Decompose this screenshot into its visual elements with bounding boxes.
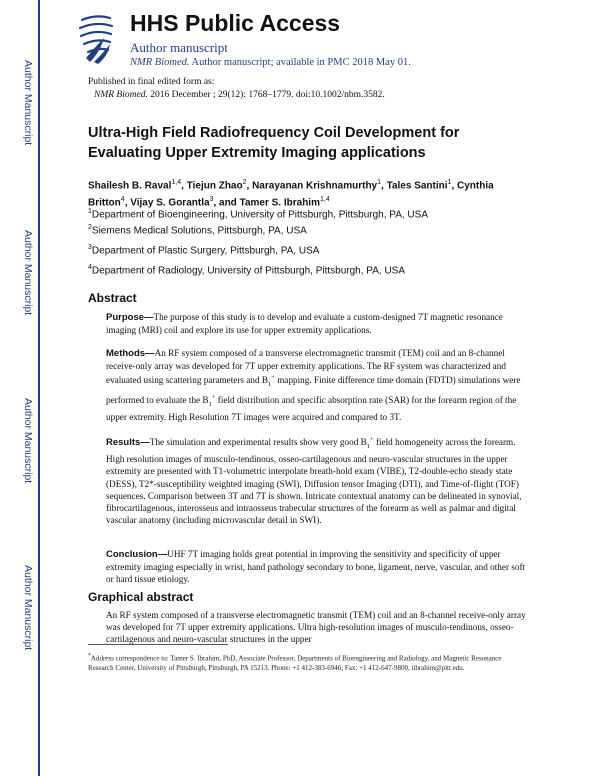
- purpose-label: Purpose—: [106, 312, 154, 323]
- correspondence-footnote: *Address correspondence to: Tamer S. Ibrahim, PhD, Associate Professor, Departments of Bioengineering and Radiology, and Magnetic Resonance Research Center, University of Pittsburgh, Pittsburgh, PA 15213. Phone: +1 412-383-6946; Fax: +1 412-647-9800, tibrahim@pitt.edu.: [88, 653, 502, 672]
- author-separator: ,: [246, 180, 253, 192]
- author-name: Narayanan Krishnamurthy: [252, 180, 378, 192]
- published-line: Published in final edited form as:: [88, 77, 215, 87]
- author-list: [88, 176, 528, 211]
- publication-info: [88, 76, 385, 102]
- graphical-abstract-heading: Graphical abstract: [88, 590, 194, 604]
- abstract-conclusion: Conclusion—UHF 7T imaging holds great potential in improving the sensitivity and specificity of upper extremity imaging especially in wrist, hand pathology secondary to bone, ligament, nerve, vascular, and other soft or hard tissue etiology.: [106, 549, 526, 585]
- author-separator: , and: [213, 197, 240, 209]
- affiliation-2: $^2$Siemens Medical Solutions, Pittsburgh, PA, USA: [88, 224, 307, 237]
- author-name: Tamer S. Ibrahim: [239, 197, 320, 209]
- author-separator: ,: [451, 180, 458, 192]
- hhs-eagle-logo-icon: [74, 10, 120, 68]
- methods-label: Methods—: [106, 348, 155, 359]
- author-name: Shailesh B. Raval: [88, 180, 172, 192]
- citation-line: [88, 89, 385, 102]
- abstract-purpose: Purpose—The purpose of this study is to develop and evaluate a custom-designed 7T magnetic resonance imaging (MRI) coil and explore its use for upper extremity applications.: [106, 312, 503, 336]
- abstract-results: Results—The simulation and experimental results show very good $B_1^+$ field homogeneity across the forearm. High resolution images of musculo-tendinous, osseo-cartilagenous and neuro-vascular structures in the upper extremity are presented with T1-volumetric interpolate breath-hold exam (VIBE), T2-double-echo steady state (DESS), T2*-susceptibility weighted imaging (SWI), Diffusion tensor Imaging (DTI), and Time-of-flight (TOF) sequences. Comparison between 3T and 7T is shown. Intricate contextual anatomy can be delineated in synovial, fibrocartilagenous, interosseus and intraosseus trabecular structures of the forearm as well as palmar and digital vascular anatomy (including microvascular detail in SWI).: [106, 436, 522, 526]
- author-name: Tales Santini: [386, 180, 448, 192]
- citation-journal: NMR Biomed.: [94, 90, 148, 100]
- results-label: Results—: [106, 437, 150, 449]
- author-separator: ,: [124, 197, 131, 209]
- author-affiliation-mark: 2: [242, 179, 247, 186]
- author-affiliation-mark: 1: [447, 179, 452, 186]
- author-name: Vijay S. Gorantla: [130, 197, 210, 209]
- author-manuscript-side-label: Author Manuscript: [22, 230, 34, 316]
- author-manuscript-side-label: Author Manuscript: [22, 60, 34, 146]
- author-affiliation-mark: 3: [209, 196, 214, 204]
- margin-rule: [38, 0, 40, 776]
- graphical-abstract-text: An RF system composed of a transverse electromagnetic transmit (TEM) coil and an 8-channel receive-only array was developed for 7T upper extremity applications. Ultra high-resolution images of musculo-tendinous, osseo-cartilagenous and neuro-vascular structures in the upper: [106, 610, 526, 645]
- affiliation-1: $^1$Department of Bioengineering, University of Pittsburgh, Pittsburgh, PA, USA: [88, 208, 428, 221]
- author-separator: ,: [381, 180, 387, 192]
- author-name: Cynthia Britton: [88, 180, 494, 209]
- author-manuscript-side-label: Author Manuscript: [22, 398, 34, 484]
- article-title: Ultra-High Field Radiofrequency Coil Development for Evaluating Upper Extremity Imaging applications: [88, 125, 460, 161]
- author-affiliation-mark: 4: [120, 196, 125, 204]
- abstract-methods: Methods—An RF system composed of a transverse electromagnetic transmit (TEM) coil and an 8-channel receive-only array was developed for 7T upper extremity applications. The RF system was characterized and evaluated using scattering parameters and $B_1^+$ mapping. Finite difference time domain (FDTD) simulations were performed to evaluate the $B_1^+$ field distribution and specific absorption rate (SAR) for the forearm region of the upper extremity. High Resolution 7T images were acquired and compared to 3T.: [106, 348, 521, 422]
- author-manuscript-subtitle: Author manuscript: [130, 40, 228, 55]
- availability-text: Author manuscript; available in PMC 2018 May 01.: [191, 57, 411, 68]
- hhs-public-access-title: HHS Public Access: [130, 10, 341, 36]
- footnote-divider: [88, 644, 228, 645]
- affiliation-3: $^3$Department of Plastic Surgery, Pittsburgh, PA, USA: [88, 244, 320, 257]
- author-manuscript-side-label: Author Manuscript: [22, 565, 34, 651]
- author-affiliation-mark: 1: [377, 179, 382, 186]
- affiliation-4: $^4$Department of Radiology, University of Pittsburgh, Pittsburgh, PA, USA: [88, 264, 406, 277]
- author-name: Tiejun Zhao: [186, 180, 243, 192]
- conclusion-label: Conclusion—: [106, 549, 168, 560]
- author-affiliation-mark: 1,4: [171, 179, 182, 186]
- author-affiliation-mark: 1,4: [319, 196, 330, 204]
- author-separator: ,: [181, 180, 187, 192]
- pmc-availability-line: [130, 57, 411, 68]
- abstract-heading: Abstract: [88, 291, 137, 305]
- journal-name: NMR Biomed.: [130, 57, 190, 68]
- footnote-mark: *: [88, 653, 91, 659]
- citation-details: 2016 December ; 29(12): 1768–1779. doi:10.1002/nbm.3582.: [150, 90, 385, 100]
